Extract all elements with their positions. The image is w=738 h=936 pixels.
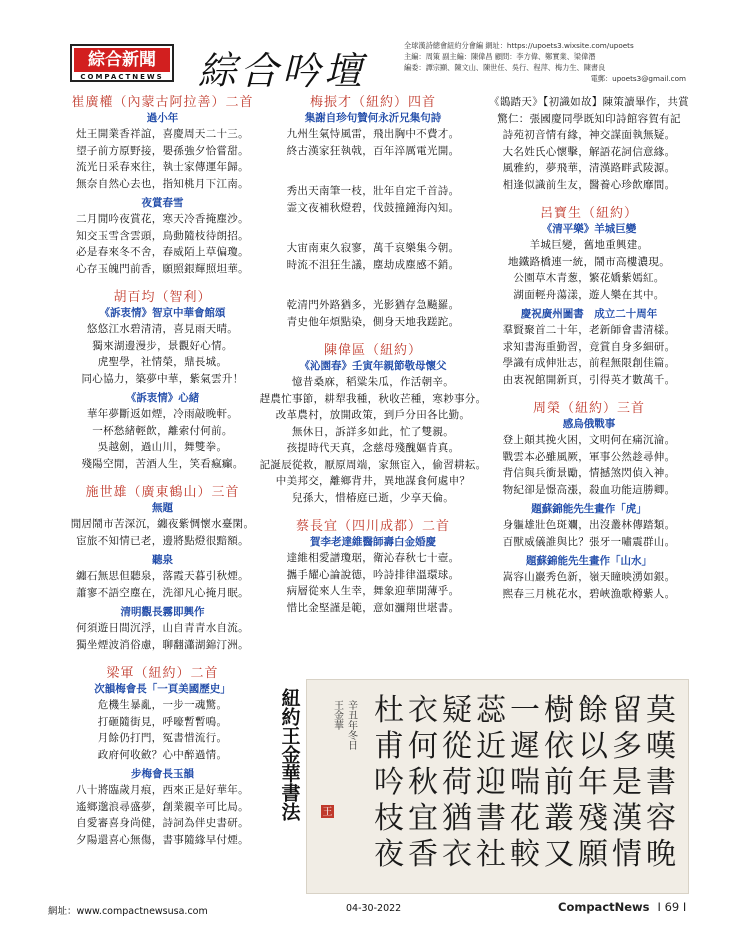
poem-line: 湖面輕舟蕩漾，遊人樂在其中。 — [513, 288, 665, 301]
poem-line: 流光日采春來往，執士家傳運年歸。 — [76, 161, 249, 173]
calligraphy-char: 甫 — [374, 729, 404, 764]
poem-line: 無奈自然心去也，指知桃月下江南。 — [76, 177, 249, 190]
poet-heading: 施世雄（廣東鶴山）三首 — [85, 485, 240, 500]
spacer — [50, 277, 275, 289]
calligraphy-char: 殘 — [578, 801, 608, 836]
poem-title: 次韻梅會長「一頁美國歷史」 — [94, 683, 231, 695]
calligraphy-char: 嘆 — [646, 729, 676, 764]
poem-line: 羊城巨變，舊地重興建。 — [529, 239, 649, 251]
poem-line: 孩提時代天真，念慈母殘醜嫗肯真。 — [286, 442, 460, 454]
poem-line: 達維相愛譜瓊琚，衛沁春秋七十壺。 — [286, 552, 460, 564]
poem-line: 一杯愁緒輕飲，離索付何前。 — [92, 424, 233, 437]
poem-line: 中美邦交，離鄉背井，異地謀食何處申？ — [275, 475, 471, 487]
poem-line: 必是春來冬不舍，春威陌上草偏瓊。 — [76, 246, 249, 258]
poet-heading: 崔廣權（內蒙古阿拉善）二首 — [71, 95, 254, 110]
poem-title: 題蘇錦能先生畫作「虎」 — [531, 503, 647, 515]
poem-line: 終古漢家狂執戟，百年淬厲電光開。 — [286, 144, 460, 157]
calligraphy-char: 是 — [612, 765, 642, 800]
calligraphy-char: 迎 — [476, 765, 506, 800]
poem-line: 閒居鬧市苦深沉，纏夜紫惆懷水臺閑。 — [70, 518, 255, 530]
poem-title: 清明觀長霧即興作 — [120, 606, 205, 618]
calligraphy-char: 多 — [612, 729, 642, 764]
poet-heading: 呂寶生（紐約） — [539, 206, 638, 221]
calligraphy-char: 近 — [476, 729, 506, 764]
masthead-email: 電郵：upoets3@gmail.com — [590, 74, 686, 83]
poem-line: 改革農村，放開政策，到戶分田各比勤。 — [275, 409, 471, 421]
poem-line: 打砸隨街見，呼嚎暫暫鳴。 — [97, 715, 228, 728]
spacer — [258, 330, 488, 342]
poem-line: 同心協力，築夢中華，紫氣雲升！ — [81, 372, 244, 385]
calligraphy-char: 書 — [646, 765, 676, 800]
calligraphy-char: 前 — [544, 765, 574, 800]
poem-line: 遙鄉邈浪尋盛夢，創業親辛可比局。 — [76, 800, 249, 813]
calligraphy-char: 又 — [544, 837, 574, 872]
poem-line: 大名姓氏心懷擊，解語花詞信意緣。 — [502, 145, 676, 158]
poem-line: 獨坐煙波消俗慮，聊翻瀟湖錦汀洲。 — [76, 638, 249, 651]
poem-line: 灶王開業香祥誼，喜慶周天二十三。 — [76, 128, 249, 140]
calligraphy-char: 秋 — [408, 765, 438, 800]
poem-line: 獨來湖邊漫步，景觀好心情。 — [92, 339, 233, 352]
poem-line: 虎聖學，社情榮，鼎長城。 — [97, 356, 228, 368]
spacer — [50, 653, 275, 665]
poem-line: 詩苑初音情有緣，神交謀面執無疑。 — [502, 129, 676, 141]
calligraphy-inscription: 王金華 — [331, 700, 343, 730]
poem-line: 背信與兵衝景勵，情撼煞閃偵入神。 — [502, 467, 676, 479]
spacer — [258, 159, 488, 171]
poem-line: 時流不沮狂生議，塵劫成塵感不銷。 — [286, 258, 460, 271]
logo-text: 綜合新聞 — [74, 48, 170, 72]
calligraphy-char: 書 — [476, 801, 506, 836]
poem-line: 物紀卻是憬高漲，殺血功能這勝卿。 — [502, 483, 676, 496]
poem-title: 《訴衷情》智京中華會館頌 — [99, 307, 226, 319]
calligraphy-char: 宜 — [408, 801, 438, 836]
poem-line: 自愛審喜身尚健，詩詞為伴史書研。 — [76, 817, 249, 829]
poem-line: 風雅約，夢飛華，清漢路畔武陵源。 — [502, 162, 676, 174]
calligraphy-char: 喘 — [510, 765, 540, 800]
calligraphy-char: 樹 — [544, 693, 574, 728]
calligraphy-char: 叢 — [544, 801, 574, 836]
poem-title: 集謝自珍句贊何永沂兄集句詩 — [304, 112, 442, 124]
poem-line: 學識有成伸壯志，前程無限創佳篇。 — [502, 357, 676, 369]
logo-subtitle: COMPACTNEWS — [80, 73, 164, 81]
spacer — [258, 216, 488, 228]
poem-title: 感烏俄戰事 — [562, 418, 616, 430]
calligraphy-caption-text: 紐約王金華書法 — [278, 688, 301, 821]
poem-line: 悠悠江水碧清清，喜見雨天晴。 — [86, 323, 239, 335]
poem-line: 病層從來人生幸，舞象迎華開薄乎。 — [286, 585, 460, 597]
calligraphy-char: 漢 — [612, 801, 642, 836]
poem-title: 賀李老達維醫師壽白金婚慶 — [310, 536, 436, 548]
poem-line: 青史他年煩點染，側身天地我蹉跎。 — [286, 315, 460, 328]
poem-line: 宦旅不知情已老，邊將點燈很黯額。 — [76, 534, 249, 547]
calligraphy-char: 疑 — [442, 693, 472, 728]
poem-line: 八十將臨歲月痕，西來正是好華年。 — [76, 784, 249, 796]
poem-title: 《清平樂》羊城巨變 — [541, 223, 637, 235]
calligraphy-char: 情 — [612, 837, 642, 872]
poem-line: 《鵲踏天》【初識如故】陳策讀畢作，共賞 — [489, 96, 689, 108]
poet-heading: 蔡長宜（四川成都）二首 — [295, 519, 450, 534]
calligraphy-char: 荷 — [442, 765, 472, 800]
poet-heading: 陳偉區（紐約） — [323, 343, 422, 358]
calligraphy-caption — [276, 688, 302, 821]
spacer — [50, 472, 275, 484]
calligraphy-char: 香 — [408, 837, 438, 872]
poem-line: 危機生暴亂，一步一魂驚。 — [97, 699, 228, 711]
calligraphy-char: 遲 — [510, 729, 540, 764]
poem-line: 地鐵路橋連一統，鬧市高樓濃現。 — [508, 255, 670, 268]
seal-char: 王 — [322, 807, 333, 818]
poem-line: 惜比金堅謹是範，意如瀰翔世堪書。 — [286, 601, 460, 614]
poem-line: 殘陽空閒，苦酒人生，笑看瘋癲。 — [81, 457, 244, 470]
column-left — [50, 94, 275, 848]
calligraphy-char: 猶 — [442, 801, 472, 836]
poem-title: 慶祝廣州圖書 成立二十周年 — [520, 308, 658, 320]
poem-line: 華年夢斷返如煙，冷雨敲晚軒。 — [86, 408, 239, 420]
calligraphy-svg — [307, 680, 689, 894]
footer-brand-name: CompactNews — [558, 900, 650, 914]
poem-line: 憶昔桑庥，稻粱朱瓜，作活朝辛。 — [292, 376, 454, 388]
calligraphy-char: 一 — [510, 693, 540, 728]
poem-line: 月餘仍打門，冤書惜流行。 — [97, 732, 228, 744]
masthead-line: 全球漢詩總會紐約分會編 網址：https://upoets3.wixsite.com/upoets — [404, 41, 634, 50]
column-right — [478, 94, 700, 602]
poem-title: 過小年 — [146, 112, 179, 124]
poet-heading: 梅振才（紐約）四首 — [309, 95, 436, 110]
poem-title: 《訴衷情》心緒 — [125, 392, 200, 404]
poem-line: 身軀雄壯色斑斕，出沒叢林傳踏類。 — [502, 519, 676, 531]
poem-line: 大宙南東久寂寥，萬千哀樂集今朝。 — [286, 242, 460, 254]
poem-line: 驚仁：張國慶同學既知印詩館容賀有記 — [497, 112, 681, 125]
poet-heading: 胡百均（智利） — [113, 290, 212, 305]
spacer — [258, 285, 488, 297]
calligraphy-char: 留 — [612, 693, 642, 728]
poem-line: 求知書海重勤習，竟賞自身多細研。 — [502, 340, 676, 353]
footer-brand — [558, 900, 686, 914]
poem-line: 相逢似識前生友，醫養心珍飲靡間。 — [502, 178, 676, 191]
spacer — [478, 388, 700, 400]
poem-line: 熙春三月桃花水，碧峽漁歌樽紫人。 — [502, 587, 676, 600]
poem-line: 公園草木青葱，繁花嬌紫嫣紅。 — [513, 272, 665, 284]
poem-line: 戰雲本必雖風厥，軍事公然趁尋伸。 — [502, 450, 676, 463]
calligraphy-char: 衣 — [408, 693, 438, 728]
poem-title: 無題 — [152, 502, 173, 514]
poem-title: 題蘇錦能先生畫作「山水」 — [526, 555, 652, 567]
poem-line: 二月閒吟夜賞花，寒天冷香掩塵沙。 — [76, 213, 249, 225]
poem-line: 何須遊日間沉浮，山自青青水自流。 — [76, 622, 249, 634]
spacer — [258, 171, 488, 183]
calligraphy-char: 較 — [510, 837, 540, 872]
masthead-line: 主編：周策 副主編：陳偉昌 顧問：李方偉、鄭實業、梁偉潛 — [404, 52, 596, 61]
calligraphy-char: 吟 — [374, 765, 404, 800]
poem-line: 嵩容山巖秀色新，嶺天瞳映湧如銀。 — [502, 571, 676, 583]
poem-line: 羣賢聚首二十年，老新師會書清樣。 — [502, 324, 676, 336]
poem-line: 蕭寥不語空塵在，洗卻凡心掩月眠。 — [76, 586, 249, 599]
poem-line: 九州生氣恃風雷，飛出胸中不費才。 — [286, 128, 460, 140]
poem-line: 趕農忙事節，耕犁我種，秋收芒種，寒耖事分。 — [259, 392, 487, 405]
logo — [70, 44, 174, 82]
poem-line: 政府何收斂？心中醉過情。 — [97, 748, 228, 761]
poem-line: 兒孫大，惜椿庭已逝，少享天倫。 — [292, 491, 454, 504]
calligraphy-char: 杜 — [374, 693, 404, 728]
poem-line: 百獸威儀誰與比？張牙一嘯震群山。 — [502, 535, 676, 548]
poem-line: 纏石無思但聽泉，落霞天暮引秋煙。 — [76, 570, 249, 582]
calligraphy-char: 願 — [578, 837, 608, 872]
column-middle — [258, 94, 488, 616]
poem-line: 秀出天南筆一枝，壯年自定千首詩。 — [286, 185, 460, 197]
poem-line: 由衷祝館開新頁，引得英才數萬千。 — [502, 373, 676, 386]
poem-line: 無休日，訴詳多如此，忙了雙親。 — [292, 425, 454, 438]
poem-line: 霊文夜補秋燈碧，伐鼓撞鐘海內知。 — [286, 201, 460, 214]
page-title: 綜合吟壇 — [198, 49, 367, 93]
calligraphy-char: 莫 — [646, 693, 676, 728]
calligraphy-char: 蕊 — [476, 693, 506, 728]
calligraphy-char: 依 — [544, 729, 574, 764]
masthead — [404, 40, 694, 84]
poem-line: 攜手耀心論說德，吟詩排律溫環球。 — [286, 568, 460, 581]
calligraphy-char: 何 — [408, 729, 438, 764]
poem-line: 乾清門外路猶多，光影猶存急飈羅。 — [286, 299, 460, 311]
calligraphy-char: 晚 — [646, 837, 676, 872]
poem-line: 登上顛其挽火困，文明何在痛沉淪。 — [502, 434, 676, 446]
poem-title: 《沁園春》壬寅年親節敬母懷父 — [299, 360, 447, 372]
poem-line: 知交玉雪含雲頭，鳥動隨枝待朗招。 — [76, 229, 249, 242]
footer-url: 網址：www.compactnewsusa.com — [48, 906, 208, 917]
spacer — [258, 506, 488, 518]
footer-date: 04-30-2022 — [346, 903, 402, 914]
calligraphy-char: 以 — [578, 729, 608, 764]
page-number: I 69 I — [657, 900, 687, 914]
calligraphy-char: 枝 — [374, 801, 404, 836]
calligraphy-char: 年 — [578, 765, 608, 800]
calligraphy-char: 從 — [442, 729, 472, 764]
spacer — [478, 193, 700, 205]
masthead-line: 編委：譚宗顯、陳文山、陳世任、吳行、程萍、梅力生、陳書良 — [404, 63, 606, 72]
spacer — [258, 273, 488, 285]
calligraphy-char: 社 — [476, 837, 506, 872]
poem-line: 夕陽還喜心無傷，書事隨緣早付煙。 — [76, 833, 249, 846]
calligraphy-char: 花 — [510, 801, 540, 836]
calligraphy-char: 容 — [646, 801, 676, 836]
calligraphy-char: 夜 — [374, 837, 404, 872]
poem-title: 聽泉 — [152, 554, 173, 566]
poem-title: 步梅會長玉韻 — [131, 768, 194, 780]
poem-line: 吳越劍，過山川，舞雙拳。 — [97, 441, 228, 453]
spacer — [258, 228, 488, 240]
poem-line: 記誕辰從救，厭原周端，家無宦入，偷習耕耘。 — [259, 458, 487, 471]
calligraphy-artwork — [306, 679, 689, 894]
poet-heading: 梁軍（紐約）二首 — [106, 666, 219, 681]
poem-line: 心存玉魄門前香，願照銀輝照坦華。 — [76, 262, 249, 275]
poem-line: 望子前方原野接，嬰孫強夕恰嘗甜。 — [76, 144, 249, 157]
calligraphy-char: 衣 — [442, 837, 472, 872]
calligraphy-char: 餘 — [578, 693, 608, 728]
calligraphy-inscription: 辛丑年冬日 — [345, 700, 357, 750]
poem-title: 夜賞春雪 — [141, 197, 184, 209]
poet-heading: 周榮（紐約）三首 — [532, 401, 645, 416]
